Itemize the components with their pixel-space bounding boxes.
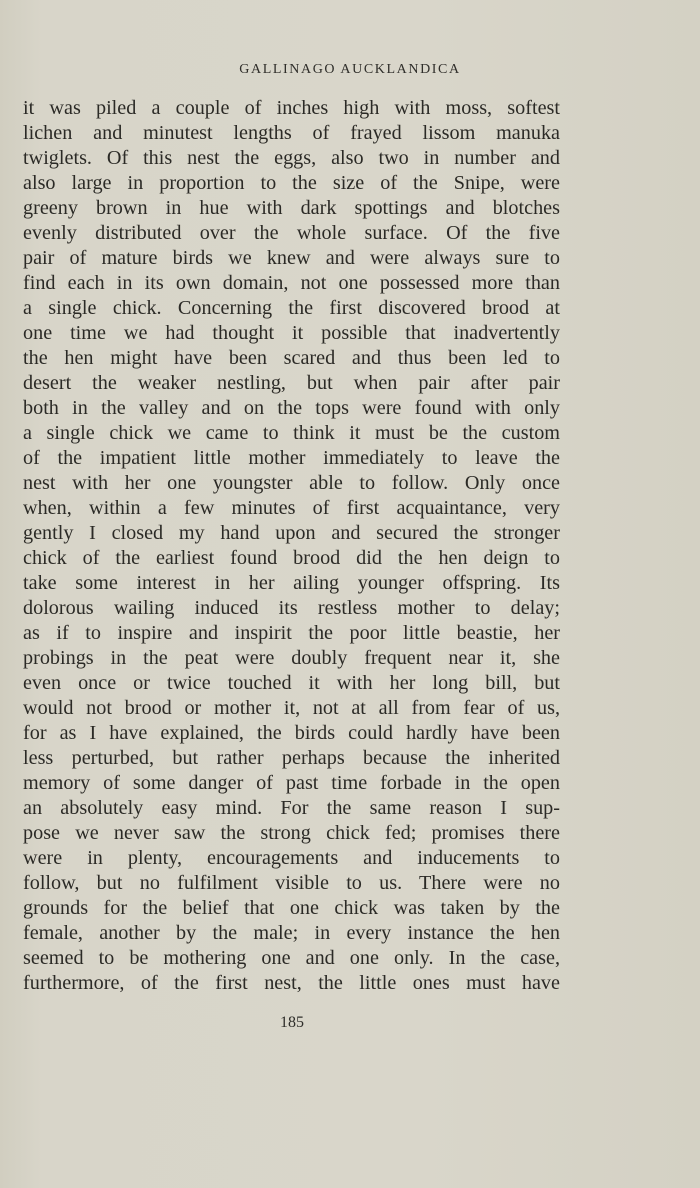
text-line: also large in proportion to the size of the Snipe, were — [23, 172, 560, 194]
text-line: pair of mature birds we knew and were always sure to — [23, 247, 560, 269]
text-line: follow, but no fulfilment visible to us. There were no — [23, 872, 560, 894]
text-line: grounds for the belief that one chick was taken by the — [23, 897, 560, 919]
text-line: would not brood or mother it, not at all from fear of us, — [23, 697, 560, 719]
text-line: pose we never saw the strong chick fed; promises there — [23, 822, 560, 844]
text-line: twiglets. Of this nest the eggs, also two in number and — [23, 147, 560, 169]
text-line: take some interest in her ailing younger offspring. Its — [23, 572, 560, 594]
text-line: when, within a few minutes of first acquaintance, very — [23, 497, 560, 519]
text-line: both in the valley and on the tops were found with only — [23, 397, 560, 419]
text-line: greeny brown in hue with dark spottings and blotches — [23, 197, 560, 219]
text-line: dolorous wailing induced its restless mother to delay; — [23, 597, 560, 619]
text-line: it was piled a couple of inches high with moss, softest — [23, 97, 560, 119]
text-line: were in plenty, encouragements and inducements to — [23, 847, 560, 869]
text-line: the hen might have been scared and thus been led to — [23, 347, 560, 369]
text-line: probings in the peat were doubly frequent near it, she — [23, 647, 560, 669]
text-line: desert the weaker nestling, but when pair after pair — [23, 372, 560, 394]
page-number: 185 — [280, 1014, 304, 1031]
text-line: lichen and minutest lengths of frayed lissom manuka — [23, 122, 560, 144]
text-line: a single chick. Concerning the first discovered brood at — [23, 297, 560, 319]
text-line: seemed to be mothering one and one only. In the case, — [23, 947, 560, 969]
text-line: furthermore, of the first nest, the little ones must have — [23, 972, 560, 994]
text-line: gently I closed my hand upon and secured the stronger — [23, 522, 560, 544]
body-text — [23, 96, 560, 996]
text-line: an absolutely easy mind. For the same reason I sup- — [23, 797, 560, 819]
text-line: less perturbed, but rather perhaps because the inherited — [23, 747, 560, 769]
text-line: find each in its own domain, not one possessed more than — [23, 272, 560, 294]
text-line: of the impatient little mother immediately to leave the — [23, 447, 560, 469]
text-line: nest with her one youngster able to follow. Only once — [23, 472, 560, 494]
text-line: one time we had thought it possible that inadvertently — [23, 322, 560, 344]
text-line: chick of the earliest found brood did the hen deign to — [23, 547, 560, 569]
text-line: evenly distributed over the whole surface. Of the five — [23, 222, 560, 244]
running-head: GALLINAGO AUCKLANDICA — [239, 62, 461, 77]
text-line: a single chick we came to think it must be the custom — [23, 422, 560, 444]
text-line: memory of some danger of past time forbade in the open — [23, 772, 560, 794]
text-line: female, another by the male; in every instance the hen — [23, 922, 560, 944]
text-line: even once or twice touched it with her long bill, but — [23, 672, 560, 694]
text-line: as if to inspire and inspirit the poor little beastie, her — [23, 622, 560, 644]
text-line: for as I have explained, the birds could hardly have been — [23, 722, 560, 744]
